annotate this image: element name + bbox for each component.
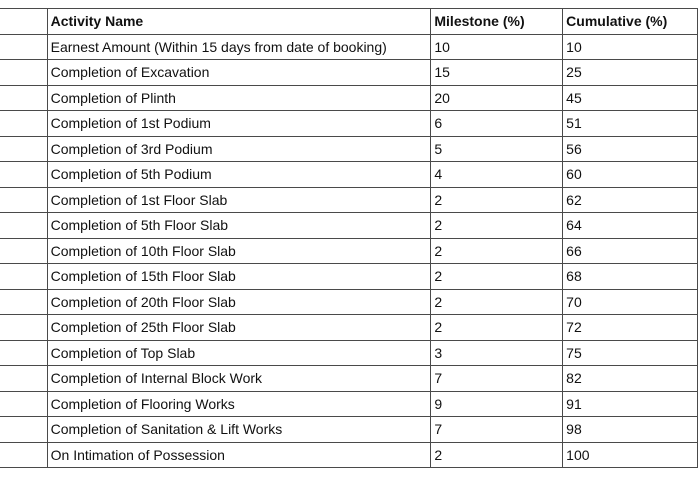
table-row: [0, 162, 698, 188]
header-activity-name: Activity Name: [47, 9, 431, 35]
cell-serial: [0, 60, 47, 86]
table-row: [0, 391, 698, 417]
cell-cumulative: 98: [563, 417, 698, 443]
cell-activity-name: Completion of 20th Floor Slab: [47, 289, 431, 315]
table-row: [0, 111, 698, 137]
table-row: [0, 264, 698, 290]
cell-milestone: 2: [431, 187, 563, 213]
cell-activity-name: Completion of Excavation: [47, 60, 431, 86]
cell-milestone: 3: [431, 340, 563, 366]
cell-serial: [0, 238, 47, 264]
cell-serial: [0, 162, 47, 188]
table-body: [0, 34, 698, 468]
cell-milestone: 5: [431, 136, 563, 162]
cell-cumulative: 75: [563, 340, 698, 366]
header-serial: [0, 9, 47, 35]
cell-milestone: 2: [431, 213, 563, 239]
cell-serial: [0, 85, 47, 111]
cell-cumulative: 45: [563, 85, 698, 111]
cell-cumulative: 10: [563, 34, 698, 60]
cell-cumulative: 56: [563, 136, 698, 162]
cell-cumulative: 25: [563, 60, 698, 86]
cell-activity-name: Completion of 5th Floor Slab: [47, 213, 431, 239]
cell-milestone: 2: [431, 315, 563, 341]
cell-milestone: 7: [431, 417, 563, 443]
cell-milestone: 9: [431, 391, 563, 417]
cell-activity-name: On Intimation of Possession: [47, 442, 431, 468]
cell-activity-name: Completion of Flooring Works: [47, 391, 431, 417]
cell-serial: [0, 34, 47, 60]
cell-serial: [0, 289, 47, 315]
table-row: [0, 187, 698, 213]
cell-activity-name: Completion of 10th Floor Slab: [47, 238, 431, 264]
cell-milestone: 10: [431, 34, 563, 60]
cell-activity-name: Completion of Sanitation & Lift Works: [47, 417, 431, 443]
cell-activity-name: Completion of 1st Floor Slab: [47, 187, 431, 213]
cell-milestone: 2: [431, 442, 563, 468]
table-row: [0, 340, 698, 366]
table-row: [0, 315, 698, 341]
cell-cumulative: 82: [563, 366, 698, 392]
cell-cumulative: 68: [563, 264, 698, 290]
cell-serial: [0, 340, 47, 366]
top-margin: [0, 0, 639, 8]
cell-activity-name: Completion of 5th Podium: [47, 162, 431, 188]
table-row: [0, 417, 698, 443]
cell-milestone: 7: [431, 366, 563, 392]
cell-activity-name: Completion of 15th Floor Slab: [47, 264, 431, 290]
cell-activity-name: Earnest Amount (Within 15 days from date of booking): [47, 34, 431, 60]
table-row: [0, 213, 698, 239]
header-milestone: Milestone (%): [431, 9, 563, 35]
cell-serial: [0, 136, 47, 162]
cell-serial: [0, 315, 47, 341]
cell-cumulative: 91: [563, 391, 698, 417]
table-row: [0, 85, 698, 111]
table-row: [0, 60, 698, 86]
cell-cumulative: 62: [563, 187, 698, 213]
table-row: [0, 442, 698, 468]
cell-serial: [0, 417, 47, 443]
table-row: [0, 34, 698, 60]
table-row: [0, 238, 698, 264]
cell-serial: [0, 366, 47, 392]
table-row: [0, 289, 698, 315]
cell-cumulative: 70: [563, 289, 698, 315]
cell-cumulative: 66: [563, 238, 698, 264]
cell-activity-name: Completion of 25th Floor Slab: [47, 315, 431, 341]
cell-serial: [0, 391, 47, 417]
cell-activity-name: Completion of 3rd Podium: [47, 136, 431, 162]
cell-milestone: 20: [431, 85, 563, 111]
cell-serial: [0, 442, 47, 468]
cell-activity-name: Completion of 1st Podium: [47, 111, 431, 137]
cell-milestone: 15: [431, 60, 563, 86]
cell-milestone: 2: [431, 289, 563, 315]
cell-cumulative: 60: [563, 162, 698, 188]
cell-serial: [0, 213, 47, 239]
table-row: [0, 136, 698, 162]
cell-cumulative: 64: [563, 213, 698, 239]
table-header-row: [0, 9, 698, 35]
cell-activity-name: Completion of Plinth: [47, 85, 431, 111]
payment-plan-sheet: [0, 8, 698, 480]
cell-milestone: 6: [431, 111, 563, 137]
cell-milestone: 2: [431, 238, 563, 264]
cell-cumulative: 72: [563, 315, 698, 341]
cell-milestone: 4: [431, 162, 563, 188]
cell-cumulative: 100: [563, 442, 698, 468]
cell-serial: [0, 111, 47, 137]
table-row: [0, 366, 698, 392]
cell-serial: [0, 264, 47, 290]
header-cumulative: Cumulative (%): [563, 9, 698, 35]
cell-serial: [0, 187, 47, 213]
cell-cumulative: 51: [563, 111, 698, 137]
cell-milestone: 2: [431, 264, 563, 290]
cell-activity-name: Completion of Top Slab: [47, 340, 431, 366]
cell-activity-name: Completion of Internal Block Work: [47, 366, 431, 392]
payment-plan-table: [0, 8, 698, 468]
